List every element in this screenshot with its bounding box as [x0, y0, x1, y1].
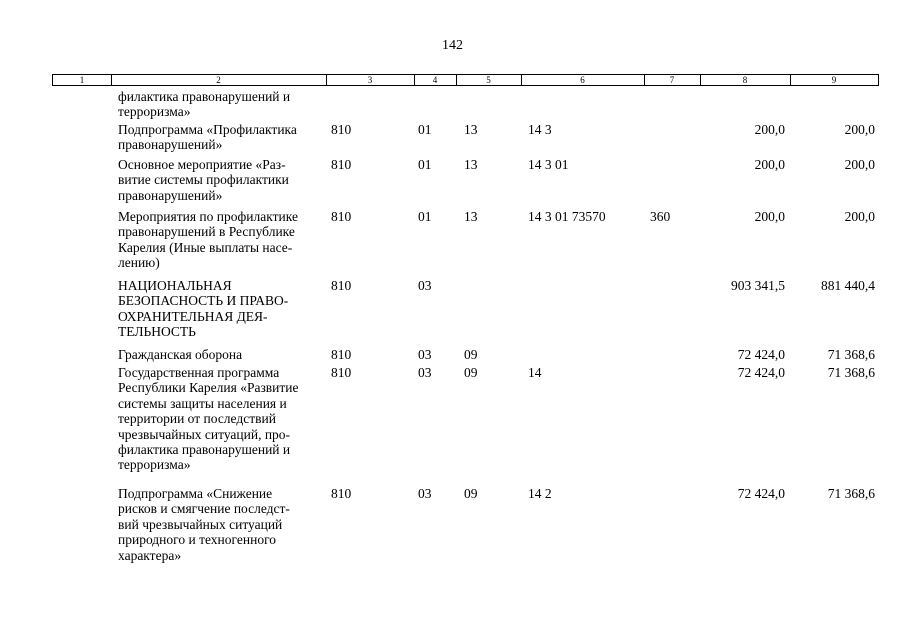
row-name	[118, 347, 328, 362]
row-name	[118, 278, 328, 340]
page-number: 142	[442, 38, 463, 53]
row-cell-c3: 810	[331, 278, 352, 293]
row-cell-c3: 810	[331, 209, 352, 224]
header-col-8: 8	[700, 75, 791, 85]
row-cell-c3: 810	[331, 347, 352, 362]
row-cell-c4: 03	[418, 347, 432, 362]
row-cell-c4: 01	[418, 157, 432, 172]
row-cell-c8: 903 341,5	[731, 278, 785, 293]
row-name-line: чрезвычайных ситуаций, про-	[118, 426, 291, 442]
row-name-line: БЕЗОПАСНОСТЬ И ПРАВО-	[118, 293, 289, 309]
row-cell-c5: 09	[464, 347, 478, 362]
header-col-3: 3	[326, 75, 415, 85]
header-col-4: 4	[414, 75, 457, 85]
row-name-line: лению)	[118, 255, 160, 271]
row-cell-c3: 810	[331, 122, 352, 137]
row-name-line: витие системы профилактики	[118, 172, 289, 188]
row-name-line: вий чрезвычайных ситуаций	[118, 516, 283, 532]
row-cell-c5: 13	[464, 157, 478, 172]
row-cell-c9: 200,0	[844, 209, 875, 224]
row-cell-c9: 881 440,4	[821, 278, 875, 293]
row-cell-c9: 71 368,6	[827, 365, 875, 380]
row-cell-c4: 03	[418, 278, 432, 293]
row-cell-c6: 14 3 01	[528, 157, 569, 172]
row-name	[118, 486, 328, 563]
row-cell-c5: 09	[464, 486, 478, 501]
row-cell-c9: 71 368,6	[827, 486, 875, 501]
row-name-line: филактика правонарушений и	[118, 89, 291, 104]
row-name	[118, 209, 328, 271]
row-name	[118, 365, 328, 473]
header-col-9: 9	[831, 75, 837, 85]
row-name	[118, 157, 328, 203]
header-col-5: 5	[456, 75, 522, 85]
row-cell-c8: 72 424,0	[737, 486, 785, 501]
row-name-line: терроризма»	[118, 457, 191, 473]
header-col-1: 1	[53, 75, 112, 85]
row-name-line: терроризма»	[118, 104, 191, 120]
row-name-line: территории от последствий	[118, 411, 276, 427]
row-cell-c8: 200,0	[754, 209, 785, 224]
row-cell-c8: 72 424,0	[737, 365, 785, 380]
row-cell-c4: 03	[418, 486, 432, 501]
row-name-line: рисков и смягчение последст-	[118, 501, 290, 517]
row-name-line: Государственная программа	[118, 365, 280, 380]
row-name	[118, 122, 328, 153]
row-name-line: Подпрограмма «Снижение	[118, 486, 273, 501]
row-name-line: правонарушений»	[118, 137, 223, 153]
row-cell-c9: 71 368,6	[827, 347, 875, 362]
row-cell-c6: 14 3 01 73570	[528, 209, 606, 224]
row-cell-c5: 09	[464, 365, 478, 380]
row-cell-c6: 14	[528, 365, 542, 380]
row-cell-c3: 810	[331, 157, 352, 172]
row-cell-c5: 13	[464, 122, 478, 137]
row-name-line: ТЕЛЬНОСТЬ	[118, 324, 196, 340]
row-name	[118, 89, 328, 120]
header-col-6: 6	[521, 75, 645, 85]
row-name-line: правонарушений»	[118, 187, 223, 203]
table-header	[52, 74, 879, 86]
row-name-line: правонарушений в Республике	[118, 224, 295, 240]
row-cell-c4: 01	[418, 122, 432, 137]
row-name-line: Гражданская оборона	[118, 347, 243, 362]
row-name-line: характера»	[118, 547, 182, 563]
row-name-line: НАЦИОНАЛЬНАЯ	[118, 278, 232, 293]
row-cell-c8: 200,0	[754, 122, 785, 137]
row-cell-c3: 810	[331, 486, 352, 501]
header-col-2: 2	[111, 75, 327, 85]
row-cell-c6: 14 2	[528, 486, 552, 501]
row-name-line: Республики Карелия «Развитие	[118, 380, 299, 396]
row-name-line: системы защиты населения и	[118, 395, 287, 411]
row-name-line: природного и техногенного	[118, 532, 277, 548]
row-cell-c8: 72 424,0	[737, 347, 785, 362]
row-name-line: Карелия (Иные выплаты насе-	[118, 239, 293, 255]
row-name-line: Подпрограмма «Профилактика	[118, 122, 297, 137]
row-cell-c7: 360	[650, 209, 671, 224]
row-cell-c8: 200,0	[754, 157, 785, 172]
row-name-line: Мероприятия по профилактике	[118, 209, 298, 224]
row-name-line: филактика правонарушений и	[118, 442, 291, 458]
row-name-line: Основное мероприятие «Раз-	[118, 157, 286, 172]
row-cell-c6: 14 3	[528, 122, 552, 137]
row-cell-c9: 200,0	[844, 122, 875, 137]
header-col-7: 7	[644, 75, 701, 85]
row-cell-c4: 01	[418, 209, 432, 224]
row-name-line: ОХРАНИТЕЛЬНАЯ ДЕЯ-	[118, 308, 268, 324]
row-cell-c9: 200,0	[844, 157, 875, 172]
row-cell-c3: 810	[331, 365, 352, 380]
row-cell-c5: 13	[464, 209, 478, 224]
row-cell-c4: 03	[418, 365, 432, 380]
